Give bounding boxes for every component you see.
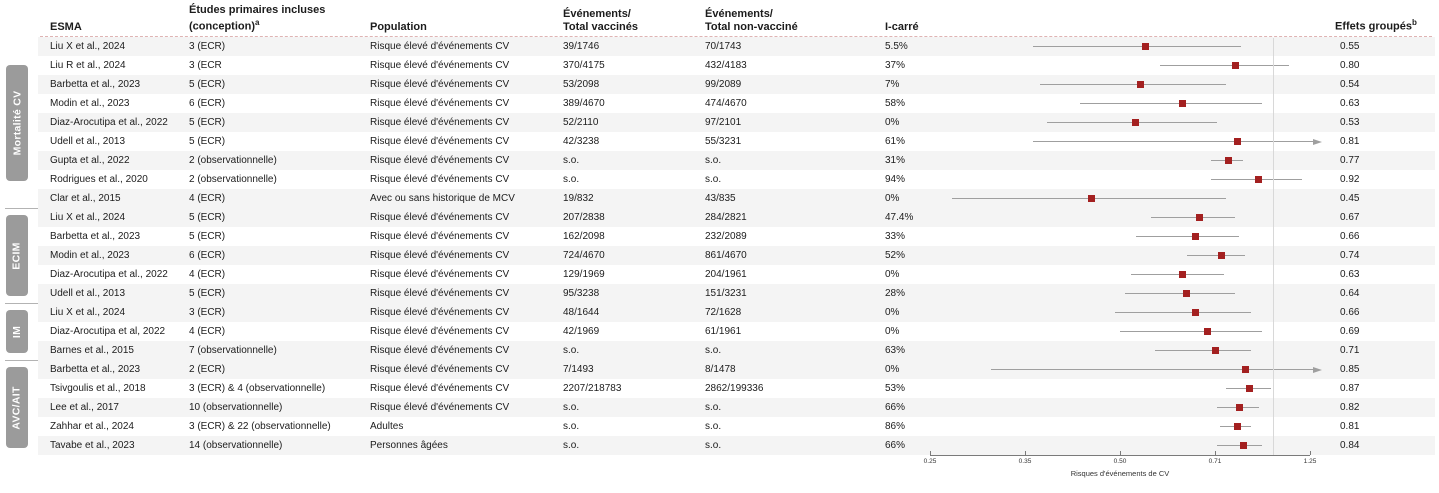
cell-population: Risque élevé d'événements CV <box>370 98 510 109</box>
effect-marker <box>1192 309 1199 316</box>
table-header <box>0 0 1439 36</box>
cell-esma: Gupta et al., 2022 <box>50 155 130 166</box>
cell-events-unvaccinated: 55/3231 <box>705 136 742 147</box>
col-header-esma: ESMA <box>50 20 82 33</box>
cell-events-unvaccinated: 232/2089 <box>705 231 747 242</box>
cell-i-squared: 0% <box>885 326 900 337</box>
ci-line <box>1125 293 1235 294</box>
cell-events-vaccinated: s.o. <box>563 155 580 166</box>
effect-marker <box>1088 195 1095 202</box>
cell-pooled-effect: 0.63 <box>1340 269 1360 280</box>
cell-population: Risque élevé d'événements CV <box>370 288 510 299</box>
effect-marker <box>1255 176 1262 183</box>
cell-events-vaccinated: 2207/218783 <box>563 383 622 394</box>
cell-pooled-effect: 0.53 <box>1340 117 1360 128</box>
cell-primary-studies: 14 (observationnelle) <box>189 440 283 451</box>
cell-pooled-effect: 0.74 <box>1340 250 1360 261</box>
cell-i-squared: 61% <box>885 136 906 147</box>
cell-pooled-effect: 0.81 <box>1340 421 1360 432</box>
cell-esma: Modin et al., 2023 <box>50 250 130 261</box>
cell-primary-studies: 7 (observationnelle) <box>189 345 277 356</box>
cell-i-squared: 33% <box>885 231 906 242</box>
cell-events-unvaccinated: 97/2101 <box>705 117 742 128</box>
cell-i-squared: 37% <box>885 60 906 71</box>
cell-population: Risque élevé d'événements CV <box>370 364 510 375</box>
cell-events-vaccinated: 42/3238 <box>563 136 600 147</box>
cell-esma: Tavabe et al., 2023 <box>50 440 135 451</box>
cell-population: Risque élevé d'événements CV <box>370 402 510 413</box>
x-axis-tick <box>1120 451 1121 455</box>
ci-arrow-icon <box>1313 367 1322 373</box>
cell-events-vaccinated: s.o. <box>563 174 580 185</box>
cell-primary-studies: 2 (ECR) <box>189 364 226 375</box>
ci-line <box>1151 217 1235 218</box>
footnote-marker-a: a <box>255 17 260 27</box>
effect-marker <box>1236 404 1243 411</box>
effect-marker <box>1232 62 1239 69</box>
x-axis-tick-label: 0.25 <box>923 458 937 465</box>
cell-esma: Modin et al., 2023 <box>50 98 130 109</box>
col-header-events-unvaccinated <box>705 8 798 33</box>
cell-esma: Barbetta et al., 2023 <box>50 231 141 242</box>
ci-line <box>1160 65 1288 66</box>
x-axis-tick <box>1310 451 1311 455</box>
cell-pooled-effect: 0.66 <box>1340 307 1360 318</box>
cell-population: Risque élevé d'événements CV <box>370 212 510 223</box>
cell-i-squared: 66% <box>885 440 906 451</box>
effect-marker <box>1234 423 1241 430</box>
cell-events-vaccinated: 48/1644 <box>563 307 600 318</box>
cell-esma: Zahhar et al., 2024 <box>50 421 134 432</box>
cell-events-unvaccinated: s.o. <box>705 345 722 356</box>
cell-population: Personnes âgées <box>370 440 448 451</box>
cell-population: Risque élevé d'événements CV <box>370 326 510 337</box>
cell-events-unvaccinated: 861/4670 <box>705 250 747 261</box>
col-header-events-vaccinated <box>563 8 638 33</box>
col-header-unvacc-line2: Total non-vacciné <box>705 20 798 33</box>
cell-events-unvaccinated: s.o. <box>705 402 722 413</box>
cell-pooled-effect: 0.71 <box>1340 345 1360 356</box>
effect-marker <box>1183 290 1190 297</box>
cell-population: Risque élevé d'événements CV <box>370 231 510 242</box>
cell-i-squared: 5.5% <box>885 41 908 52</box>
cell-pooled-effect: 0.64 <box>1340 288 1360 299</box>
x-axis-tick <box>1215 451 1216 455</box>
cell-esma: Udell et al., 2013 <box>50 136 126 147</box>
ci-arrow-icon <box>1313 139 1322 145</box>
cell-primary-studies: 4 (ECR) <box>189 193 226 204</box>
col-header-primary-studies <box>189 4 325 33</box>
ci-line <box>1080 103 1262 104</box>
effect-marker <box>1242 366 1249 373</box>
cell-pooled-effect: 0.63 <box>1340 98 1360 109</box>
cell-events-vaccinated: 724/4670 <box>563 250 605 261</box>
cell-pooled-effect: 0.69 <box>1340 326 1360 337</box>
effect-marker <box>1204 328 1211 335</box>
cell-primary-studies: 4 (ECR) <box>189 326 226 337</box>
cell-events-unvaccinated: s.o. <box>705 174 722 185</box>
cell-population: Risque élevé d'événements CV <box>370 136 510 147</box>
cell-i-squared: 28% <box>885 288 906 299</box>
cell-i-squared: 0% <box>885 193 900 204</box>
effect-marker <box>1179 100 1186 107</box>
cell-events-vaccinated: 39/1746 <box>563 41 600 52</box>
cell-pooled-effect: 0.81 <box>1340 136 1360 147</box>
effect-marker <box>1234 138 1241 145</box>
x-axis-line <box>930 455 1310 456</box>
group-badge <box>6 65 28 181</box>
cell-events-vaccinated: 129/1969 <box>563 269 605 280</box>
cell-primary-studies: 3 (ECR) <box>189 41 226 52</box>
cell-primary-studies: 5 (ECR) <box>189 79 226 90</box>
cell-events-unvaccinated: 43/835 <box>705 193 736 204</box>
cell-esma: Diaz-Arocutipa et al, 2022 <box>50 326 166 337</box>
cell-primary-studies: 3 (ECR) <box>189 307 226 318</box>
cell-events-unvaccinated: s.o. <box>705 155 722 166</box>
effect-marker <box>1196 214 1203 221</box>
col-header-vacc-line2: Total vaccinés <box>563 20 638 33</box>
cell-population: Adultes <box>370 421 404 432</box>
cell-esma: Diaz-Arocutipa et al., 2022 <box>50 117 168 128</box>
cell-esma: Clar et al., 2015 <box>50 193 121 204</box>
cell-i-squared: 66% <box>885 402 906 413</box>
cell-events-unvaccinated: 284/2821 <box>705 212 747 223</box>
cell-events-unvaccinated: 432/4183 <box>705 60 747 71</box>
cell-i-squared: 0% <box>885 307 900 318</box>
col-header-primary-line1: Études primaires incluses <box>189 4 326 17</box>
cell-i-squared: 94% <box>885 174 906 185</box>
cell-primary-studies: 10 (observationnelle) <box>189 402 283 413</box>
cell-events-unvaccinated: 99/2089 <box>705 79 742 90</box>
cell-events-unvaccinated: 151/3231 <box>705 288 747 299</box>
x-axis-tick-label: 0.71 <box>1208 458 1222 465</box>
cell-population: Risque élevé d'événements CV <box>370 117 510 128</box>
cell-population: Risque élevé d'événements CV <box>370 345 510 356</box>
cell-population: Risque élevé d'événements CV <box>370 307 510 318</box>
col-header-population: Population <box>370 20 427 33</box>
cell-events-vaccinated: 95/3238 <box>563 288 600 299</box>
cell-i-squared: 86% <box>885 421 906 432</box>
cell-events-vaccinated: 162/2098 <box>563 231 605 242</box>
cell-esma: Liu X et al., 2024 <box>50 41 126 52</box>
effect-marker <box>1218 252 1225 259</box>
cell-esma: Diaz-Arocutipa et al., 2022 <box>50 269 168 280</box>
x-axis-tick-label: 1.25 <box>1303 458 1317 465</box>
cell-pooled-effect: 0.84 <box>1340 440 1360 451</box>
cell-primary-studies: 2 (observationnelle) <box>189 155 277 166</box>
x-axis-title: Risques d'événements de CV <box>1070 469 1170 478</box>
cell-esma: Liu X et al., 2024 <box>50 307 126 318</box>
ci-line <box>1033 46 1242 47</box>
cell-population: Risque élevé d'événements CV <box>370 174 510 185</box>
cell-primary-studies: 3 (ECR) & 4 (observationnelle) <box>189 383 326 394</box>
cell-i-squared: 53% <box>885 383 906 394</box>
cell-events-vaccinated: s.o. <box>563 345 580 356</box>
cell-primary-studies: 6 (ECR) <box>189 250 226 261</box>
effect-marker <box>1212 347 1219 354</box>
cell-i-squared: 58% <box>885 98 906 109</box>
cell-esma: Rodrigues et al., 2020 <box>50 174 148 185</box>
cell-esma: Barbetta et al., 2023 <box>50 79 141 90</box>
cell-events-vaccinated: s.o. <box>563 402 580 413</box>
effect-marker <box>1142 43 1149 50</box>
effect-marker <box>1137 81 1144 88</box>
cell-i-squared: 0% <box>885 117 900 128</box>
cell-i-squared: 47.4% <box>885 212 914 223</box>
ci-line <box>1120 331 1262 332</box>
group-badge-label: ECIM <box>11 241 24 270</box>
cell-i-squared: 63% <box>885 345 906 356</box>
effect-marker <box>1132 119 1139 126</box>
cell-events-unvaccinated: 204/1961 <box>705 269 747 280</box>
footnote-marker-b: b <box>1412 17 1417 27</box>
cell-population: Risque élevé d'événements CV <box>370 155 510 166</box>
cell-primary-studies: 3 (ECR) & 22 (observationnelle) <box>189 421 331 432</box>
effect-marker <box>1179 271 1186 278</box>
group-badge <box>6 367 28 448</box>
cell-primary-studies: 5 (ECR) <box>189 288 226 299</box>
cell-events-unvaccinated: 61/1961 <box>705 326 742 337</box>
cell-esma: Liu X et al., 2024 <box>50 212 126 223</box>
cell-primary-studies: 5 (ECR) <box>189 212 226 223</box>
cell-events-vaccinated: 207/2838 <box>563 212 605 223</box>
cell-pooled-effect: 0.82 <box>1340 402 1360 413</box>
group-badge <box>6 215 28 296</box>
cell-events-unvaccinated: 8/1478 <box>705 364 736 375</box>
cell-pooled-effect: 0.85 <box>1340 364 1360 375</box>
cell-events-vaccinated: 53/2098 <box>563 79 600 90</box>
cell-esma: Barbetta et al., 2023 <box>50 364 141 375</box>
cell-population: Risque élevé d'événements CV <box>370 383 510 394</box>
cell-events-unvaccinated: 70/1743 <box>705 41 742 52</box>
cell-events-unvaccinated: 72/1628 <box>705 307 742 318</box>
group-badge-label: AVC/AIT <box>11 385 24 430</box>
cell-events-unvaccinated: s.o. <box>705 440 722 451</box>
ci-line <box>1040 84 1227 85</box>
cell-population: Risque élevé d'événements CV <box>370 41 510 52</box>
ci-line <box>1187 255 1245 256</box>
cell-esma: Udell et al., 2013 <box>50 288 126 299</box>
group-badge-label: Mortalité CV <box>11 90 24 155</box>
cell-primary-studies: 6 (ECR) <box>189 98 226 109</box>
cell-pooled-effect: 0.66 <box>1340 231 1360 242</box>
cell-events-vaccinated: 42/1969 <box>563 326 600 337</box>
cell-primary-studies: 3 (ECR <box>189 60 222 71</box>
cell-events-vaccinated: s.o. <box>563 440 580 451</box>
cell-pooled-effect: 0.80 <box>1340 60 1360 71</box>
cell-events-vaccinated: 19/832 <box>563 193 594 204</box>
ci-line <box>991 369 1314 370</box>
cell-pooled-effect: 0.54 <box>1340 79 1360 90</box>
group-badge <box>6 310 28 353</box>
cell-primary-studies: 2 (observationnelle) <box>189 174 277 185</box>
cell-esma: Lee et al., 2017 <box>50 402 119 413</box>
cell-primary-studies: 5 (ECR) <box>189 231 226 242</box>
reference-line <box>1273 38 1274 455</box>
cell-population: Risque élevé d'événements CV <box>370 79 510 90</box>
ci-line <box>1136 236 1239 237</box>
cell-pooled-effect: 0.87 <box>1340 383 1360 394</box>
ci-line <box>1131 274 1225 275</box>
cell-i-squared: 0% <box>885 364 900 375</box>
cell-events-vaccinated: 7/1493 <box>563 364 594 375</box>
effect-marker <box>1192 233 1199 240</box>
cell-pooled-effect: 0.92 <box>1340 174 1360 185</box>
x-axis-tick-label: 0.35 <box>1018 458 1032 465</box>
cell-esma: Tsivgoulis et al., 2018 <box>50 383 146 394</box>
col-header-primary-line2: (conception) <box>189 20 255 33</box>
cell-events-vaccinated: s.o. <box>563 421 580 432</box>
effect-marker <box>1246 385 1253 392</box>
x-axis-tick <box>930 451 931 455</box>
col-header-i-squared: I-carré <box>885 20 919 33</box>
cell-events-unvaccinated: s.o. <box>705 421 722 432</box>
x-axis-tick-label: 0.50 <box>1113 458 1127 465</box>
cell-pooled-effect: 0.67 <box>1340 212 1360 223</box>
cell-events-unvaccinated: 2862/199336 <box>705 383 764 394</box>
col-header-pooled-effects <box>1335 17 1417 33</box>
cell-population: Risque élevé d'événements CV <box>370 250 510 261</box>
cell-events-vaccinated: 370/4175 <box>563 60 605 71</box>
cell-esma: Liu R et al., 2024 <box>50 60 126 71</box>
cell-events-unvaccinated: 474/4670 <box>705 98 747 109</box>
cell-pooled-effect: 0.45 <box>1340 193 1360 204</box>
cell-i-squared: 0% <box>885 269 900 280</box>
cell-pooled-effect: 0.55 <box>1340 41 1360 52</box>
cell-esma: Barnes et al., 2015 <box>50 345 134 356</box>
cell-events-vaccinated: 52/2110 <box>563 117 599 128</box>
cell-i-squared: 31% <box>885 155 906 166</box>
cell-population: Avec ou sans historique de MCV <box>370 193 515 204</box>
ci-line <box>1115 312 1251 313</box>
group-badge-label: IM <box>10 325 23 338</box>
cell-primary-studies: 4 (ECR) <box>189 269 226 280</box>
col-header-unvacc-line1: Événements/ <box>705 8 773 20</box>
cell-primary-studies: 5 (ECR) <box>189 117 226 128</box>
cell-pooled-effect: 0.77 <box>1340 155 1360 166</box>
effect-marker <box>1225 157 1232 164</box>
ci-line <box>1155 350 1251 351</box>
cell-i-squared: 7% <box>885 79 900 90</box>
x-axis-tick <box>1025 451 1026 455</box>
cell-i-squared: 52% <box>885 250 906 261</box>
cell-population: Risque élevé d'événements CV <box>370 269 510 280</box>
cell-population: Risque élevé d'événements CV <box>370 60 510 71</box>
col-header-vacc-line1: Événements/ <box>563 8 631 20</box>
cell-events-vaccinated: 389/4670 <box>563 98 605 109</box>
col-header-pooled-label: Effets groupés <box>1335 20 1413 33</box>
cell-primary-studies: 5 (ECR) <box>189 136 226 147</box>
effect-marker <box>1240 442 1247 449</box>
